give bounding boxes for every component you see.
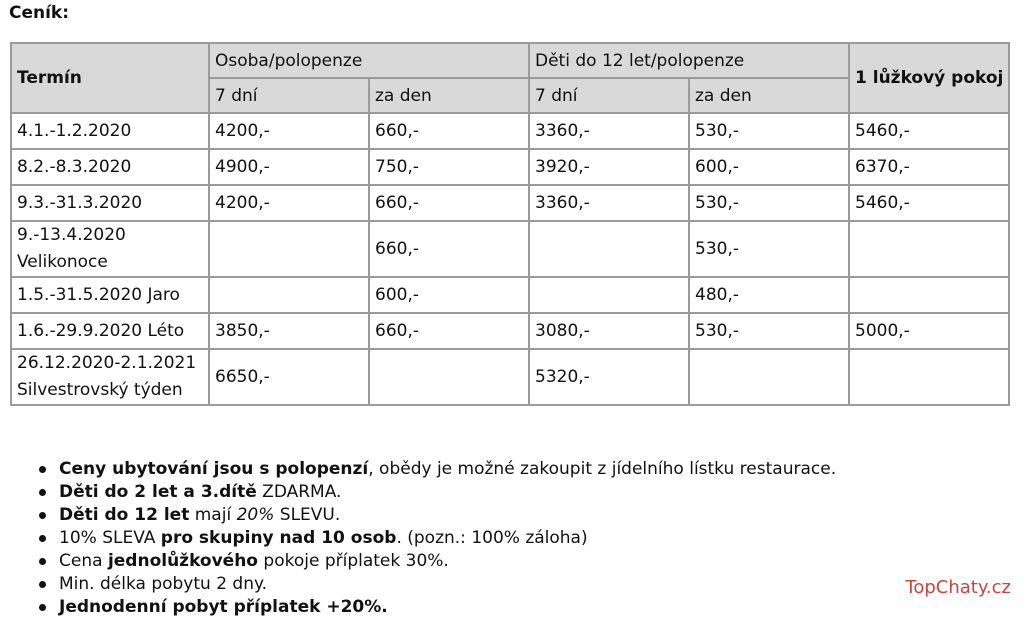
table-row	[11, 349, 1009, 405]
termin-text: 8.2.-8.3.2020	[17, 157, 132, 177]
termin-text: 26.12.2020-2.1.2021	[17, 353, 197, 373]
header-deti-zaden: za den	[689, 78, 849, 113]
cell-jednolozkovy: 5000,-	[849, 313, 1009, 349]
cell-termin	[11, 277, 209, 313]
cell-jednolozkovy	[849, 277, 1009, 313]
termin-text: 4.1.-1.2.2020	[17, 121, 132, 141]
cell-deti-zaden	[689, 349, 849, 405]
header-jednolozkovy: 1 lůžkový pokoj	[849, 43, 1009, 113]
cell-termin	[11, 113, 209, 149]
cell-osoba-7dni: 4200,-	[209, 113, 369, 149]
table-row	[11, 149, 1009, 185]
notes-list	[37, 458, 836, 619]
termin-subtext: Silvestrovský týden	[17, 380, 183, 400]
header-termin: Termín	[11, 43, 209, 113]
table-row	[11, 221, 1009, 277]
cell-termin	[11, 313, 209, 349]
termin-text: 9.-13.4.2020	[17, 225, 126, 245]
cell-osoba-zaden: 660,-	[369, 313, 529, 349]
table-row	[11, 313, 1009, 349]
bullet-icon	[39, 604, 46, 611]
list-item: Ceny ubytování jsou s polopenzí, obědy je možné zakoupit z jídelního lístku restaurace.	[37, 458, 836, 481]
cell-deti-zaden: 530,-	[689, 113, 849, 149]
cell-osoba-zaden: 750,-	[369, 149, 529, 185]
page-title: Ceník:	[9, 3, 70, 23]
bullet-icon	[39, 581, 46, 588]
header-osoba: Osoba/polopenze	[209, 43, 529, 78]
list-item: Jednodenní pobyt příplatek +20%.	[37, 596, 836, 619]
cell-deti-7dni: 3080,-	[529, 313, 689, 349]
cell-osoba-7dni	[209, 221, 369, 277]
cell-jednolozkovy	[849, 221, 1009, 277]
cell-osoba-7dni: 3850,-	[209, 313, 369, 349]
bullet-icon	[39, 489, 46, 496]
list-item: Min. délka pobytu 2 dny.	[37, 573, 836, 596]
cell-deti-7dni	[529, 221, 689, 277]
cell-jednolozkovy	[849, 349, 1009, 405]
list-item: 10% SLEVA pro skupiny nad 10 osob. (pozn.: 100% záloha)	[37, 527, 836, 550]
cell-termin	[11, 149, 209, 185]
cell-deti-7dni: 3920,-	[529, 149, 689, 185]
bullet-icon	[39, 558, 46, 565]
bullet-icon	[39, 466, 46, 473]
cell-deti-zaden: 530,-	[689, 313, 849, 349]
bullet-icon	[39, 535, 46, 542]
termin-text: 1.6.-29.9.2020 Léto	[17, 321, 185, 341]
table-row	[11, 113, 1009, 149]
price-table	[10, 42, 1010, 406]
termin-text: 9.3.-31.3.2020	[17, 193, 143, 213]
cell-deti-zaden: 530,-	[689, 221, 849, 277]
cell-jednolozkovy: 5460,-	[849, 185, 1009, 221]
bullet-icon	[39, 512, 46, 519]
cell-osoba-zaden: 660,-	[369, 185, 529, 221]
cell-deti-7dni: 3360,-	[529, 185, 689, 221]
list-item: Cena jednolůžkového pokoje příplatek 30%.	[37, 550, 836, 573]
cell-jednolozkovy: 5460,-	[849, 113, 1009, 149]
cell-termin	[11, 185, 209, 221]
cell-termin	[11, 221, 209, 277]
cell-osoba-zaden: 660,-	[369, 113, 529, 149]
list-item: Děti do 2 let a 3.dítě ZDARMA.	[37, 481, 836, 504]
header-osoba-7dni: 7 dní	[209, 78, 369, 113]
termin-subtext: Velikonoce	[17, 252, 108, 272]
cell-osoba-7dni: 6650,-	[209, 349, 369, 405]
cell-osoba-zaden: 600,-	[369, 277, 529, 313]
cell-osoba-zaden	[369, 349, 529, 405]
header-deti: Děti do 12 let/polopenze	[529, 43, 849, 78]
cell-deti-7dni: 5320,-	[529, 349, 689, 405]
cell-osoba-7dni: 4900,-	[209, 149, 369, 185]
cell-osoba-zaden: 660,-	[369, 221, 529, 277]
header-deti-7dni: 7 dní	[529, 78, 689, 113]
cell-termin	[11, 349, 209, 405]
cell-deti-zaden: 480,-	[689, 277, 849, 313]
cell-osoba-7dni	[209, 277, 369, 313]
termin-text: 1.5.-31.5.2020 Jaro	[17, 285, 180, 305]
table-row	[11, 277, 1009, 313]
cell-deti-zaden: 530,-	[689, 185, 849, 221]
cell-deti-7dni	[529, 277, 689, 313]
cell-osoba-7dni: 4200,-	[209, 185, 369, 221]
list-item: Děti do 12 let mají 20% SLEVU.	[37, 504, 836, 527]
cell-deti-7dni: 3360,-	[529, 113, 689, 149]
watermark: TopChaty.cz	[905, 577, 1011, 598]
cell-jednolozkovy: 6370,-	[849, 149, 1009, 185]
cell-deti-zaden: 600,-	[689, 149, 849, 185]
header-osoba-zaden: za den	[369, 78, 529, 113]
table-row	[11, 185, 1009, 221]
